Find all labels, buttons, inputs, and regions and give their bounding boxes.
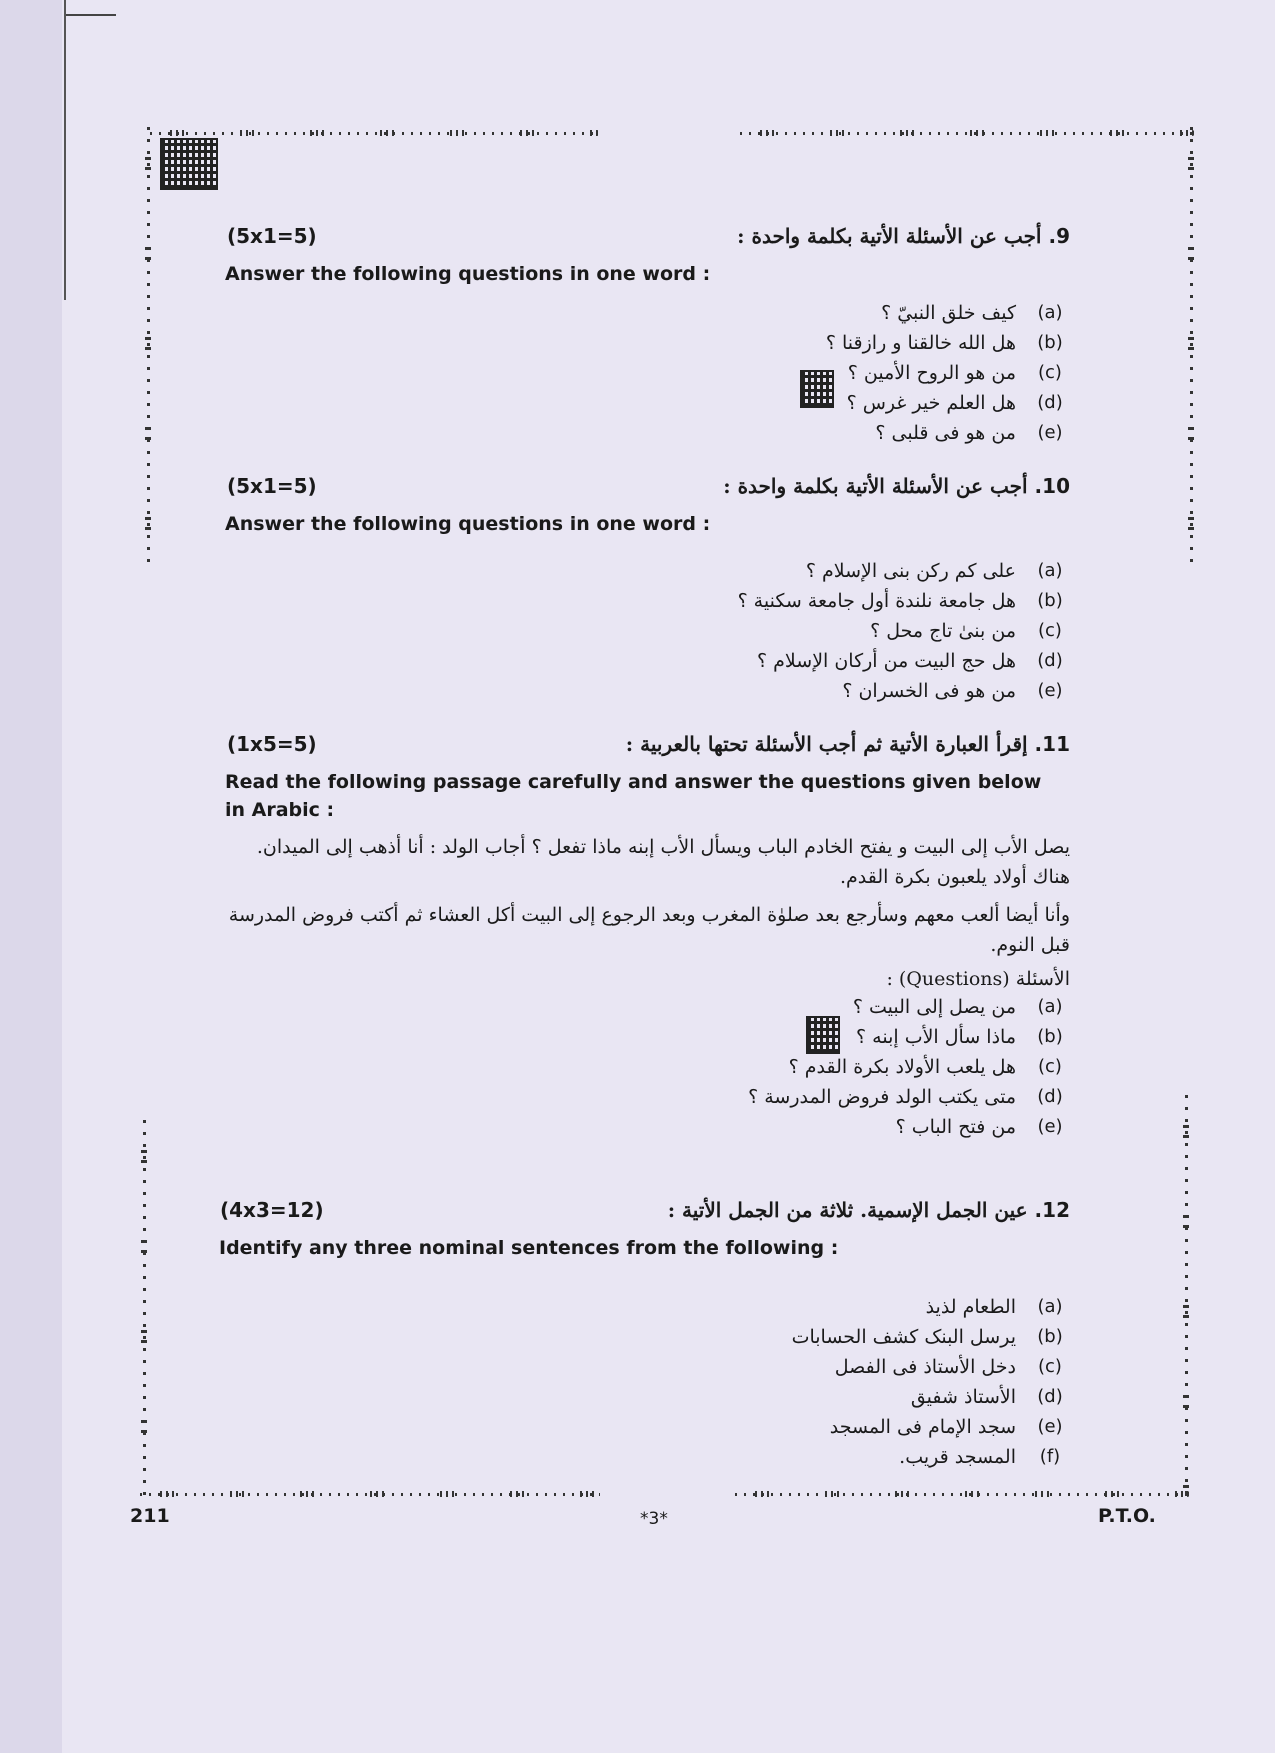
questions-label: الأسئلة (Questions) :: [886, 968, 1070, 990]
marks: (5x1=5): [227, 224, 317, 248]
border-right-upper: [1185, 127, 1197, 562]
question-10: [225, 474, 1070, 706]
border-left-upper: [142, 127, 154, 567]
marks: (4x3=12): [220, 1198, 324, 1222]
passage: [225, 832, 1070, 960]
list-item: (d) هل حج البيت من أركان الإسلام ؟: [757, 650, 1063, 672]
list-item: (b) هل جامعة نلندة أول جامعة سكنية ؟: [737, 590, 1063, 612]
list-item: (b) هل الله خالقنا و رازقنا ؟: [825, 332, 1063, 354]
scan-edge-line: [64, 0, 66, 300]
border-bottom-left: [140, 1488, 600, 1500]
list-item: (c) من هو الروح الأمين ؟: [847, 362, 1062, 384]
sub-questions: [225, 1292, 1070, 1472]
marks: (5x1=5): [227, 474, 317, 498]
instruction: Answer the following questions in one word :: [225, 263, 711, 285]
list-item: (d) الأستاذ شفيق: [910, 1386, 1063, 1408]
list-item: (d) متى يكتب الولد فروض المدرسة ؟: [748, 1086, 1063, 1108]
border-right-lower: [1180, 1095, 1192, 1495]
sub-questions: [225, 556, 1070, 706]
instruction: Read the following passage carefully and answer the questions given below in Arabic :: [225, 771, 1042, 821]
list-item: (b) يرسل البنک كشف الحسابات: [791, 1326, 1063, 1348]
border-bottom-right: [735, 1488, 1190, 1500]
scan-edge: [0, 0, 62, 1753]
instruction: Identify any three nominal sentences from the following :: [219, 1237, 839, 1259]
list-item: (b) ماذا سأل الأب إبنه ؟: [856, 1026, 1063, 1048]
list-item: (e) من هو فى الخسران ؟: [842, 680, 1063, 702]
sub-questions: [225, 992, 1070, 1142]
paper-code: 211: [130, 1505, 170, 1527]
list-item: (a) على كم ركن بنى الإسلام ؟: [805, 560, 1063, 582]
question-title: 10. أجب عن الأسئلة الأتية بكلمة واحدة :: [723, 474, 1070, 498]
list-item: (f) المسجد قريب.: [899, 1446, 1061, 1468]
list-item: (c) هل يلعب الأولاد بكرة القدم ؟: [788, 1056, 1062, 1078]
qr-code: [160, 138, 218, 190]
instruction: Answer the following questions in one word :: [225, 513, 711, 535]
sub-questions: [225, 298, 1070, 448]
pto-label: P.T.O.: [1098, 1505, 1156, 1527]
list-item: (c) من بنىٰ تاج محل ؟: [870, 620, 1062, 642]
list-item: (a) من يصل إلى البيت ؟: [852, 996, 1063, 1018]
list-item: (a) كيف خلق النبيّ ؟: [881, 302, 1063, 324]
passage-paragraph: يصل الأب إلى البيت و يفتح الخادم الباب ويسأل الأب إبنه ماذا تفعل ؟ أجاب الولد : أنا أذهب إلى الميدان. هناك أولاد يلعبون بكرة القدم.: [256, 836, 1070, 888]
list-item: (c) دخل الأستاذ فى الفصل: [834, 1356, 1062, 1378]
question-12: [219, 1198, 1070, 1472]
list-item: (a) الطعام لذيذ: [925, 1296, 1063, 1318]
question-title: 12. عين الجمل الإسمية. ثلاثة من الجمل الأتية :: [667, 1198, 1070, 1222]
list-item: (e) من فتح الباب ؟: [895, 1116, 1063, 1138]
question-title: 11. إقرأ العبارة الأتية ثم أجب الأسئلة تحتها بالعربية :: [625, 732, 1070, 756]
question-title: 9. أجب عن الأسئلة الأتية بكلمة واحدة :: [737, 224, 1070, 248]
passage-paragraph: وأنا أيضا ألعب معهم وسأرجع بعد صلوٰة المغرب وبعد الرجوع إلى البيت أكل العشاء ثم أكتب فروض المدرسة قبل النوم.: [228, 904, 1070, 956]
border-top-right: [740, 127, 1195, 139]
list-item: (e) من هو فى قلبى ؟: [875, 422, 1063, 444]
question-9: [225, 224, 1070, 448]
page-footer: [0, 1505, 1275, 1535]
list-item: (e) سجد الإمام فى المسجد: [829, 1416, 1063, 1438]
list-item: (d) هل العلم خير غرس ؟: [846, 392, 1063, 414]
marks: (1x5=5): [227, 732, 317, 756]
scan-top-mark: [66, 14, 116, 16]
page-number: *3*: [640, 1509, 668, 1529]
question-11: [225, 732, 1070, 1142]
border-left-lower: [138, 1120, 150, 1495]
